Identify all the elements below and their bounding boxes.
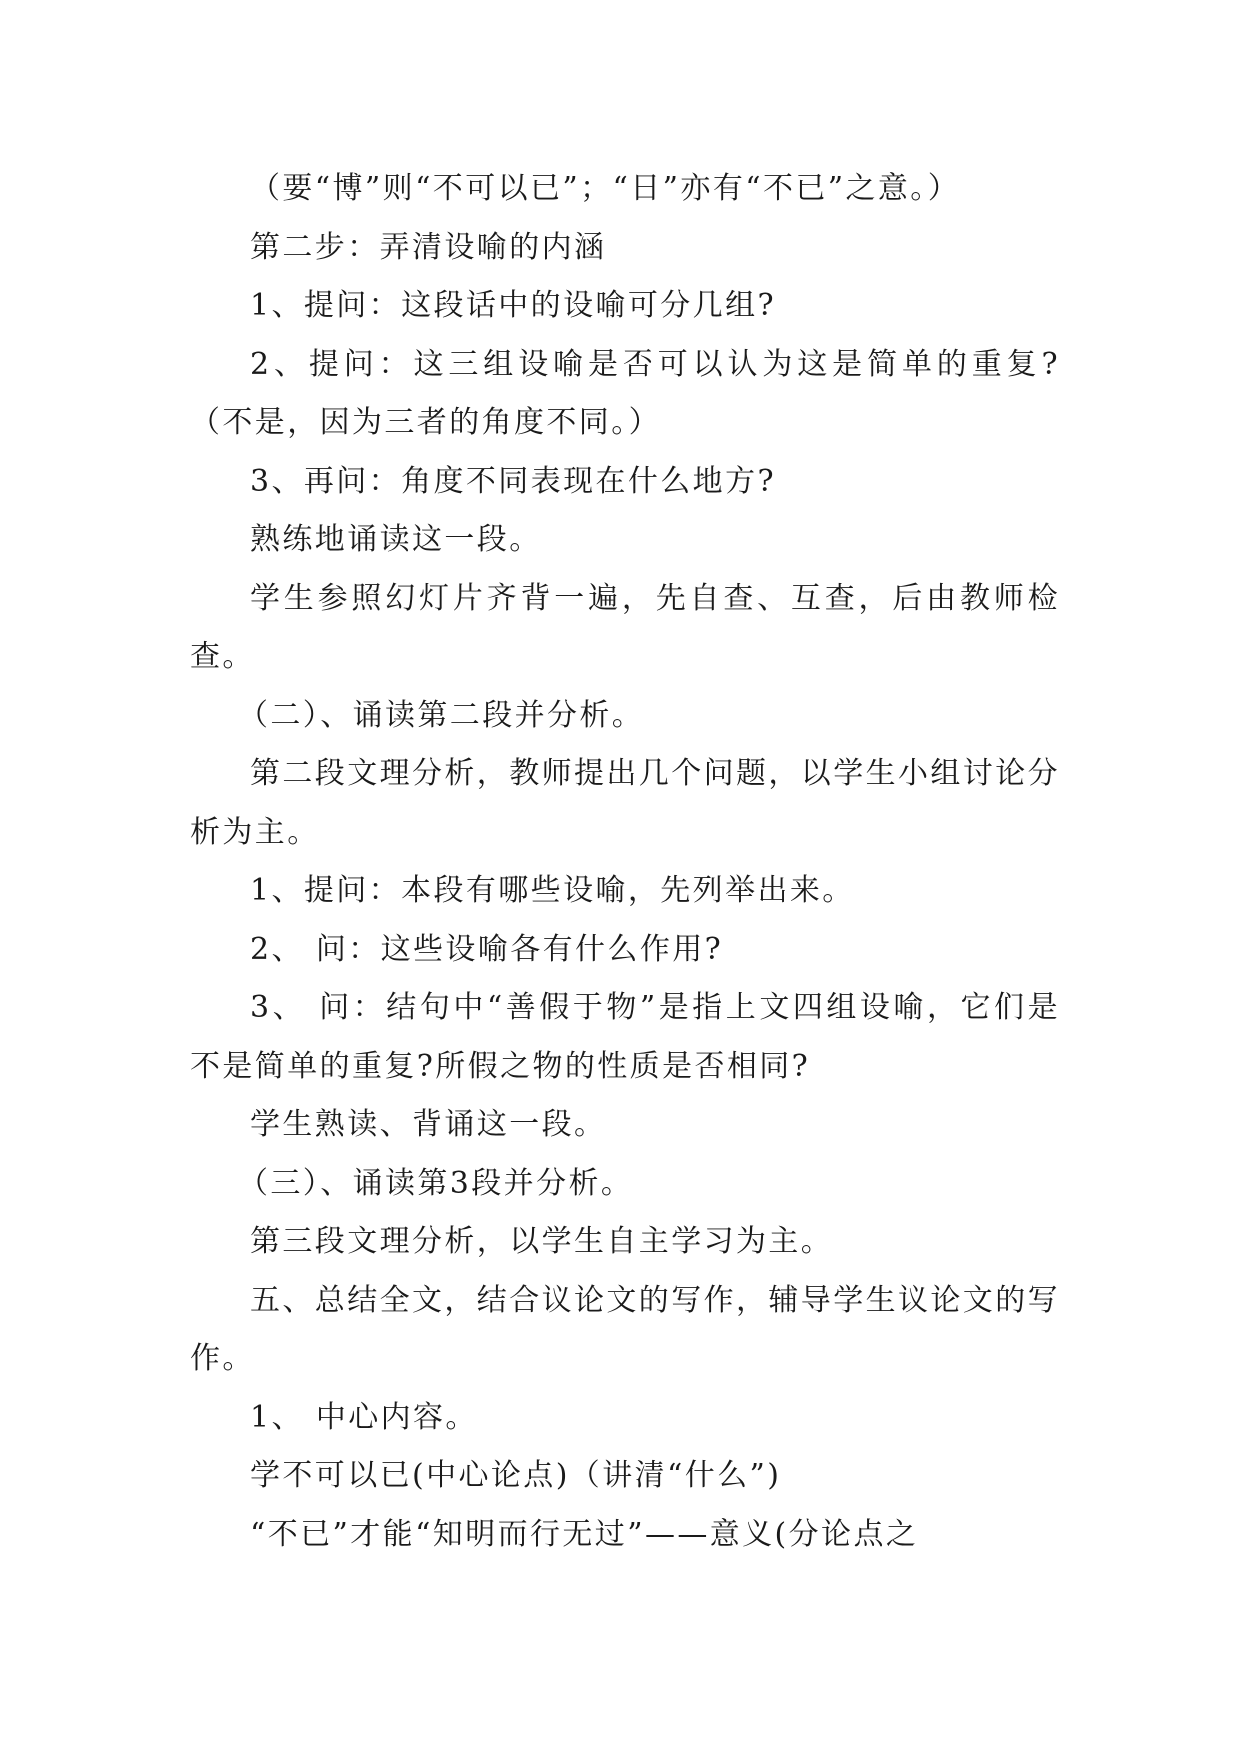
paragraph: 2、 问：这些设喻各有什么作用? [250,931,724,967]
paragraph: 学生熟读、背诵这一段。 [250,1107,607,1142]
paragraph: （要“博”则“不可以已”；“日”亦有“不已”之意。） [250,171,961,206]
paragraph: 学生参照幻灯片齐背一遍，先自查、互查，后由教师检查。 [190,580,1060,674]
paragraph: 第三段文理分析，以学生自主学习为主。 [250,1224,834,1259]
document-body [190,160,1060,1564]
paragraph: 3、再问：角度不同表现在什么地方? [250,463,776,499]
section-heading: （二）、诵读第二段并分析。 [238,697,645,733]
paragraph: 1、提问：本段有哪些设喻，先列举出来。 [250,873,855,908]
paragraph: 熟练地诵读这一段。 [250,522,542,557]
paragraph: 1、 中心内容。 [250,1399,478,1435]
paragraph: 第二步：弄清设喻的内涵 [250,229,607,265]
paragraph: 2、提问：这三组设喻是否可以认为这是简单的重复?（不是，因为三者的角度不同。） [190,346,1060,440]
paragraph: 第二段文理分析，教师提出几个问题，以学生小组讨论分析为主。 [190,756,1060,850]
paragraph: 学不可以已(中心论点)（讲清“什么”) [250,1458,782,1493]
paragraph: 五、总结全文，结合议论文的写作，辅导学生议论文的写作。 [190,1282,1060,1376]
paragraph: “不已”才能“知明而行无过”——意义(分论点之 [250,1516,919,1552]
paragraph: 3、 问：结句中“善假于物”是指上文四组设喻，它们是不是简单的重复?所假之物的性质是否相同? [190,990,1060,1084]
section-heading: （三）、诵读第3段并分析。 [238,1165,634,1201]
paragraph: 1、提问：这段话中的设喻可分几组? [250,288,776,323]
